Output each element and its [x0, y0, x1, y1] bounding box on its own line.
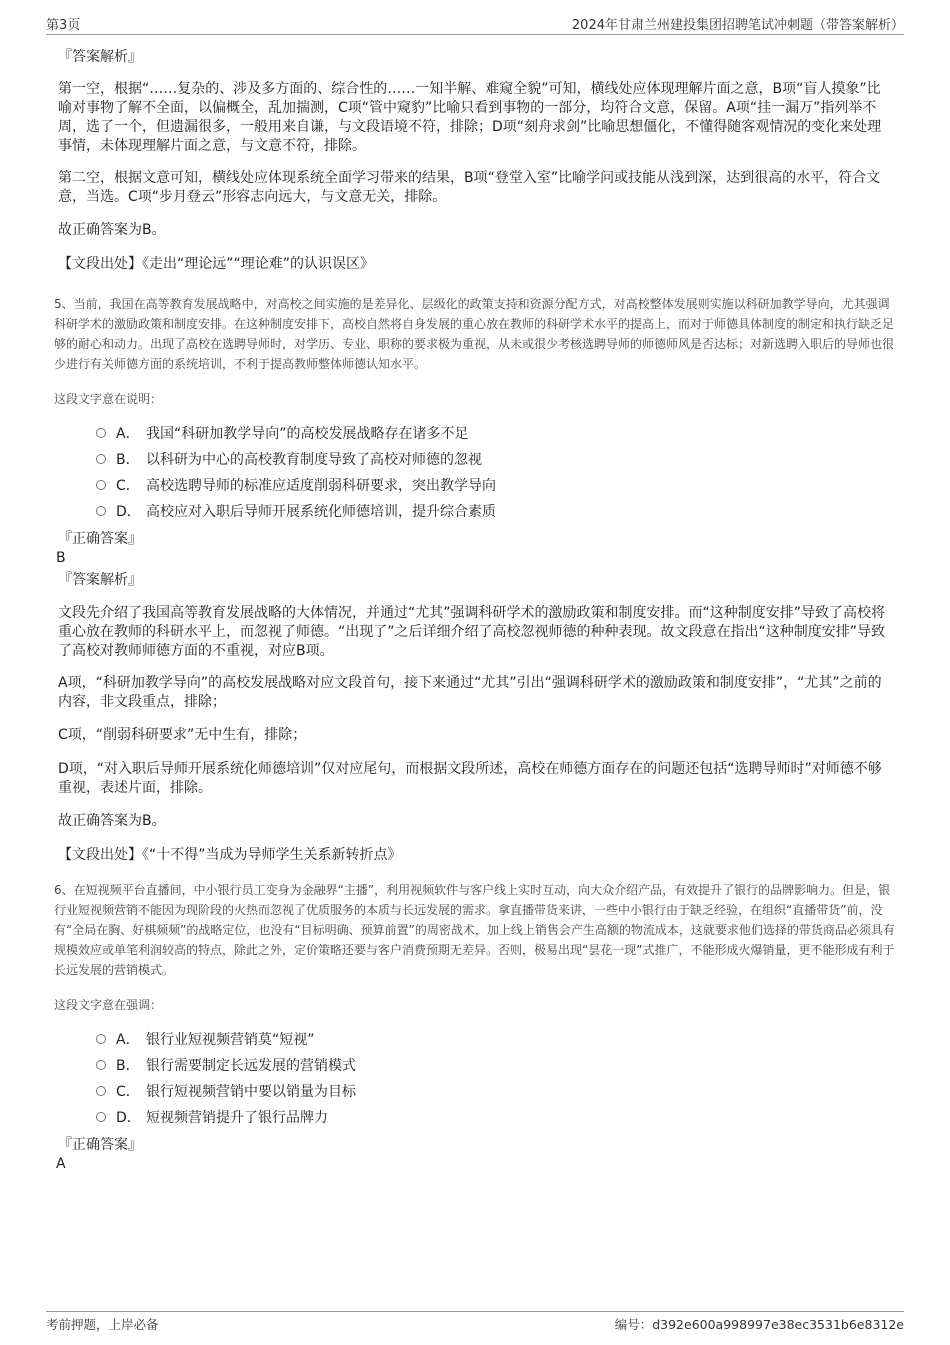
- q5-option-d[interactable]: [96, 503, 496, 521]
- q5-analysis-p1: 文段先介绍了我国高等教育发展战略的大体情况，并通过“尤其”强调科研学术的激励政策和制度安排。而“这种制度安排”导致了高校将重心放在教师的科研水平上，而忽视了师德。“出现了”之后详细介绍了高校忽视师德的种种表现。故文段意在指出“这种制度安排”导致了高校对教师师德方面的不重视，对应B项。: [58, 605, 886, 659]
- document-title: 2024年甘肃兰州建投集团招聘笔试冲刺题（带答案解析）: [571, 18, 904, 33]
- q5-conclusion: 故正确答案为B。: [58, 813, 166, 829]
- page-footer: [46, 1311, 904, 1335]
- q5-option-b[interactable]: [96, 451, 482, 469]
- option-text: 高校选聘导师的标准应适度削弱科研要求，突出教学导向: [146, 478, 496, 494]
- page-header: [46, 14, 904, 35]
- q6-prompt: 这段文字意在强调：: [54, 998, 163, 1012]
- q5-analysis-p2: A项，“科研加教学导向”的高校发展战略对应文段首句，接下来通过“尤其”引出“强调科研学术的激励政策和制度安排”，“尤其”之前的内容，非文段重点，排除；: [58, 675, 882, 710]
- radio-icon[interactable]: [96, 428, 106, 438]
- option-text: 银行业短视频营销莫“短视”: [146, 1032, 315, 1048]
- q6-option-d[interactable]: [96, 1109, 328, 1127]
- option-text: 短视频营销提升了银行品牌力: [146, 1110, 328, 1126]
- q5-analysis-title: 『答案解析』: [58, 572, 142, 588]
- option-text: 银行短视频营销中要以销量为目标: [146, 1084, 356, 1100]
- radio-icon[interactable]: [96, 480, 106, 490]
- radio-icon[interactable]: [96, 506, 106, 516]
- option-text: 我国“科研加教学导向”的高校发展战略存在诸多不足: [146, 426, 469, 442]
- option-key: D．: [116, 1110, 141, 1126]
- q6-option-b[interactable]: [96, 1057, 356, 1075]
- q5-analysis-p4: D项，“对入职后导师开展系统化师德培训”仅对应尾句，而根据文段所述，高校在师德方面存在的问题还包括“选聘导师时”对师德不够重视，表述片面，排除。: [58, 761, 882, 796]
- q5-option-c[interactable]: [96, 477, 496, 495]
- option-key: D．: [116, 504, 141, 520]
- q4-conclusion: 故正确答案为B。: [58, 222, 166, 238]
- option-key: B．: [116, 1058, 140, 1074]
- q5-option-a[interactable]: [96, 425, 469, 443]
- option-key: C．: [116, 1084, 140, 1100]
- q6-option-a[interactable]: [96, 1031, 315, 1049]
- q4-source: 【文段出处】《走出“理论远”“理论难”的认识误区》: [58, 256, 375, 272]
- q6-answer-title: 『正确答案』: [58, 1137, 142, 1153]
- option-key: A．: [116, 1032, 140, 1048]
- q6-option-c[interactable]: [96, 1083, 356, 1101]
- option-text: 以科研为中心的高校教育制度导致了高校对师德的忽视: [146, 452, 482, 468]
- radio-icon[interactable]: [96, 1086, 106, 1096]
- q5-analysis-p3: C项，“削弱科研要求”无中生有，排除；: [58, 727, 307, 743]
- option-key: B．: [116, 452, 140, 468]
- option-key: C．: [116, 478, 140, 494]
- radio-icon[interactable]: [96, 454, 106, 464]
- q4-analysis-p1: 第一空，根据“……复杂的、涉及多方面的、综合性的……一知半解、难窥全貌”可知，横线处应体现理解片面之意，B项“盲人摸象”比喻对事物了解不全面，以偏概全，乱加揣测，C项“管中窥豹”比喻只看到事物的一部分，均符合文意，保留。A项“挂一漏万”指列举不周，选了一个，但遗漏很多，一般用来自谦，与文段语境不符，排除；D项“刻舟求剑”比喻思想僵化，不懂得随客观情况的变化来处理事情，未体现理解片面之意，与文意不符，排除。: [58, 81, 882, 154]
- q5-prompt: 这段文字意在说明：: [54, 392, 163, 406]
- q4-analysis-title: 『答案解析』: [58, 49, 142, 65]
- option-text: 高校应对入职后导师开展系统化师德培训，提升综合素质: [146, 504, 496, 520]
- q4-analysis-p2: 第二空，根据文意可知，横线处应体现系统全面学习带来的结果，B项“登堂入室”比喻学问或技能从浅到深，达到很高的水平，符合文意，当选。C项“步月登云”形容志向远大，与文意无关，排除。: [58, 170, 881, 205]
- q5-answer: B: [56, 550, 66, 566]
- option-key: A．: [116, 426, 140, 442]
- q6-stem: 6、在短视频平台直播间，中小银行员工变身为金融界“主播”，利用视频软件与客户线上实时互动，向大众介绍产品，有效提升了银行的品牌影响力。但是，银行业短视频营销不能因为现阶段的火热而忽视了优质服务的本质与长远发展的需求。拿直播带货来讲，一些中小银行由于缺乏经验，在组织“直播带货”前，没有“全局在胸、好棋频频”的战略定位，也没有“目标明确、预算前置”的周密战术，加上线上销售会产生高额的物流成本，这就要求他们选择的带货商品必须具有规模效应或单笔利润较高的特点，除此之外，定价策略还要与客户消费预期无差异。否则，极易出现“昙花一现”式推广，不能形成火爆销量，更不能形成有利于长远发展的营销模式。: [54, 883, 895, 977]
- q5-source: 【文段出处】《“十不得”当成为导师学生关系新转折点》: [58, 847, 402, 863]
- option-text: 银行需要制定长远发展的营销模式: [146, 1058, 356, 1074]
- document-id: 编号：d392e600a998997e38ec3531b6e8312e: [614, 1317, 904, 1332]
- page-number: 第3页: [46, 18, 81, 33]
- footer-slogan: 考前押题，上岸必备: [46, 1317, 159, 1332]
- radio-icon[interactable]: [96, 1060, 106, 1070]
- radio-icon[interactable]: [96, 1112, 106, 1122]
- q5-answer-title: 『正确答案』: [58, 531, 142, 547]
- q5-stem: 5、当前，我国在高等教育发展战略中，对高校之间实施的是差异化、层级化的政策支持和资源分配方式，对高校整体发展则实施以科研加教学导向，尤其强调科研学术的激励政策和制度安排。在这种制度安排下，高校自然将自身发展的重心放在教师的科研学术水平的提高上，而对于师德具体制度的制定和执行缺乏足够的耐心和动力。出现了高校在选聘导师时，对学历、专业、职称的要求极为重视，从未或很少考核选聘导师的师德师风是否达标；对新选聘入职后的导师也很少进行有关师德方面的系统培训，不利于提高教师整体师德认知水平。: [54, 297, 895, 371]
- radio-icon[interactable]: [96, 1034, 106, 1044]
- q6-answer: A: [56, 1156, 66, 1172]
